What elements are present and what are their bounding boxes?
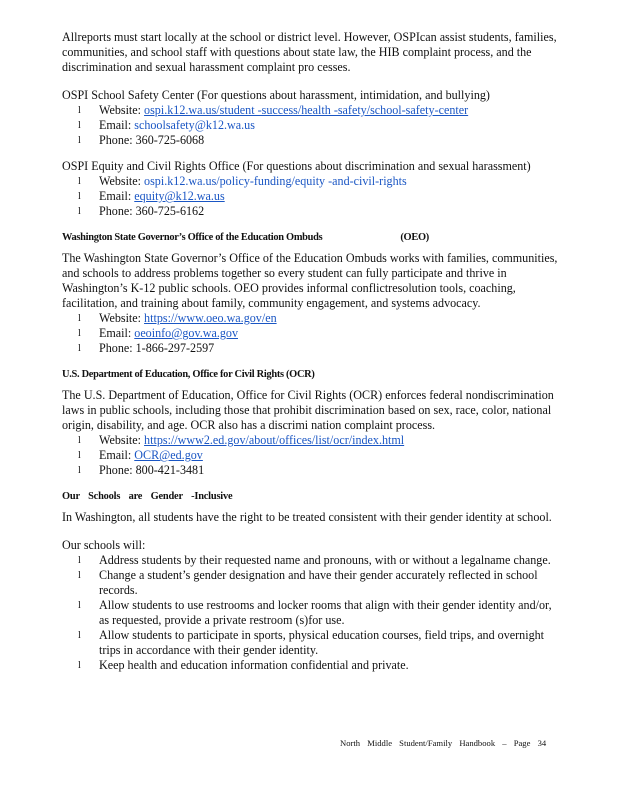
ombuds-contacts [62, 311, 562, 356]
list-item [62, 311, 562, 326]
equity-office-email-link[interactable]: equity@k12.wa.us [134, 189, 225, 203]
bullet-icon: l [78, 105, 81, 116]
email-label: Email: [99, 118, 135, 132]
gender-rights-paragraph: In Washington, all students have the right to be treated consistent with their gender identity at school. [62, 510, 552, 524]
bullet-icon: l [78, 343, 81, 354]
commitment-text: Allow students to use restrooms and locker rooms that align with their gender identity and/or, as requested, provide a private restroom (s)for use. [99, 598, 552, 627]
bullet-icon: l [78, 206, 81, 217]
list-item [62, 204, 562, 219]
ocr-body: The U.S. Department of Education, Office for Civil Rights (OCR) enforces federal nondiscrimination laws in public schools, including those that prohibit discrimination based on sex, race, color, national origin, disability, and age. OCR also has a discrimi nation complaint process. [62, 388, 554, 432]
commitment-text: Allow students to participate in sports, physical education courses, field trips, and overnight trips in accordance with their gender identity. [99, 628, 545, 657]
list-item [62, 448, 562, 463]
ocr-phone: Phone: 800-421-3481 [99, 463, 205, 477]
bullet-icon: l [78, 600, 81, 611]
list-item [62, 189, 562, 204]
bullet-icon: l [78, 176, 81, 187]
list-item [62, 568, 562, 598]
list-item [62, 103, 562, 118]
website-label: Website: [99, 174, 145, 188]
ombuds-body: The Washington State Governor’s Office of the Education Ombuds works with families, communities, and schools to address problems together so every student can fully participate and thrive in Washington’s K-12 public schools. OEO provides informal conflictresolution tools, coaching, facilitation, and training about family, community engagement, and systems advocacy. [62, 251, 558, 310]
list-item [62, 658, 562, 673]
equity-office-title: OSPI Equity and Civil Rights Office (For questions about discrimination and sexual harassment) [62, 159, 531, 173]
ocr-contacts [62, 433, 562, 478]
handbook-page [62, 30, 562, 684]
safety-center-website-link[interactable]: ospi.k12.wa.us/student -success/health -safety/school-safety-center [144, 103, 469, 117]
page-footer: North Middle Student/Family Handbook – Page 34 [340, 738, 547, 748]
bullet-icon: l [78, 660, 81, 671]
ombuds-heading-text: Washington State Governor’s Office of the Education Ombuds [62, 232, 323, 243]
equity-office-website-link[interactable]: ospi.k12.wa.us/policy-funding/equity -and-civil-rights [144, 174, 407, 188]
list-item [62, 341, 562, 356]
email-label: Email: [99, 448, 135, 462]
bullet-icon: l [78, 191, 81, 202]
email-label: Email: [99, 189, 135, 203]
gender-heading: Our Schools are Gender -Inclusive [62, 491, 233, 502]
safety-center-contacts [62, 103, 562, 148]
ombuds-heading-abbr: (OEO) [400, 232, 429, 243]
website-label: Website: [99, 433, 145, 447]
bullet-icon: l [78, 328, 81, 339]
bullet-icon: l [78, 313, 81, 324]
bullet-icon: l [78, 135, 81, 146]
ombuds-phone: Phone: 1-866-297-2597 [99, 341, 215, 355]
gender-will-intro: Our schools will: [62, 538, 146, 552]
gender-commitments-list [62, 553, 562, 673]
email-label: Email: [99, 326, 135, 340]
equity-office-contacts [62, 174, 562, 219]
intro-paragraph: Allreports must start locally at the school or district level. However, OSPIcan assist students, families, communities, and school staff with questions about state law, the HIB complaint process, and the discrimination and sexual harassment complaint pro cesses. [62, 30, 557, 74]
list-item [62, 628, 562, 658]
safety-center-phone: Phone: 360-725-6068 [99, 133, 205, 147]
ombuds-heading [62, 230, 562, 245]
safety-center-title: OSPI School Safety Center (For questions about harassment, intimidation, and bullying) [62, 88, 490, 102]
equity-office-phone: Phone: 360-725-6162 [99, 204, 205, 218]
list-item [62, 433, 562, 448]
bullet-icon: l [78, 120, 81, 131]
commitment-text: Keep health and education information confidential and private. [99, 658, 409, 672]
website-label: Website: [99, 311, 145, 325]
bullet-icon: l [78, 555, 81, 566]
ombuds-email-link[interactable]: oeoinfo@gov.wa.gov [134, 326, 238, 340]
list-item [62, 463, 562, 478]
ombuds-website-link[interactable]: https://www.oeo.wa.gov/en [144, 311, 277, 325]
bullet-icon: l [78, 570, 81, 581]
list-item [62, 598, 562, 628]
ocr-email-link[interactable]: OCR@ed.gov [134, 448, 203, 462]
commitment-text: Change a student’s gender designation and have their gender accurately reflected in school records. [99, 568, 538, 597]
list-item [62, 326, 562, 341]
ocr-website-link[interactable]: https://www2.ed.gov/about/offices/list/ocr/index.html [144, 433, 405, 447]
safety-center-email-link[interactable]: schoolsafety@k12.wa.us [134, 118, 255, 132]
bullet-icon: l [78, 465, 81, 476]
list-item [62, 553, 562, 568]
bullet-icon: l [78, 435, 81, 446]
list-item [62, 133, 562, 148]
bullet-icon: l [78, 630, 81, 641]
list-item [62, 174, 562, 189]
ocr-heading: U.S. Department of Education, Office for Civil Rights (OCR) [62, 369, 315, 380]
website-label: Website: [99, 103, 145, 117]
list-item [62, 118, 562, 133]
bullet-icon: l [78, 450, 81, 461]
commitment-text: Address students by their requested name and pronouns, with or without a legalname change. [99, 553, 551, 567]
